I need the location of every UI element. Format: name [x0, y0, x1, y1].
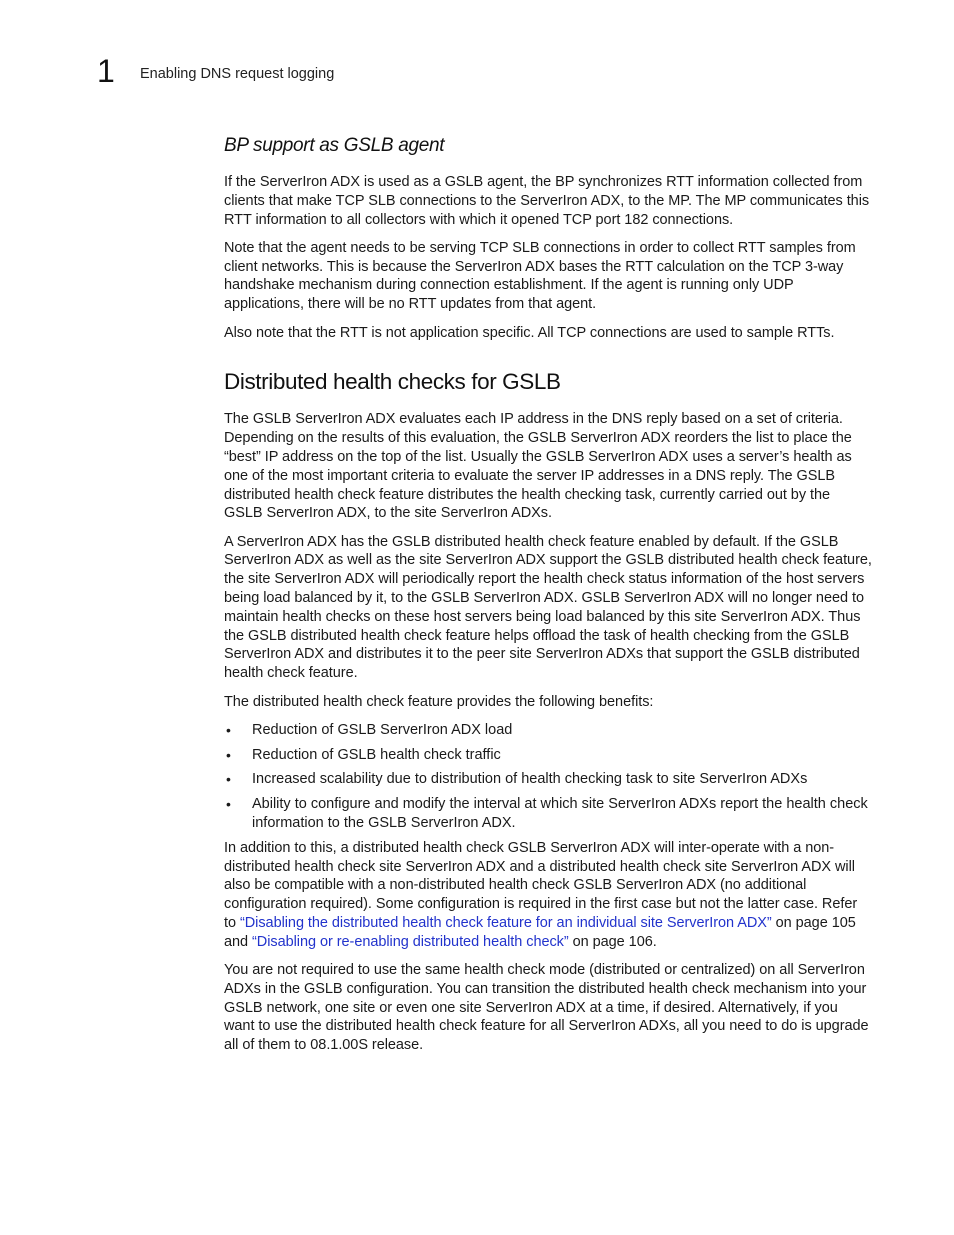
xref-link-disable-site-health-check[interactable]: “Disabling the distributed health check feature for an individual site ServerIron ADX” [239, 915, 772, 931]
list-item-text: Reduction of GSLB health check traffic [252, 746, 501, 763]
bullet-icon: • [226, 796, 231, 813]
interop-text-middle: on page 105 and [224, 915, 856, 950]
bp-paragraph-3: Also note that the RTT is not application specific. All TCP connections are used to sample RTTs. [224, 324, 835, 341]
list-item-text: Ability to configure and modify the interval at which site ServerIron ADXs report the health check information to the GSLB ServerIron ADX. [252, 796, 868, 832]
list-item [224, 795, 872, 833]
interop-text-after: on page 106. [568, 933, 657, 950]
bp-paragraph-1: If the ServerIron ADX is used as a GSLB agent, the BP synchronizes RTT information collected from clients that make TCP SLB connections to the ServerIron ADX, to the MP. The MP communicates this RTT information to all collectors with which it opened TCP port 182 connections. [224, 174, 870, 228]
dhc-paragraph-3: The distributed health check feature provides the following benefits: [224, 693, 654, 710]
chapter-number: 1 [97, 53, 115, 89]
bullet-icon: • [226, 746, 231, 763]
bullet-icon: • [226, 771, 231, 788]
interop-text-before: In addition to this, a distributed health check GSLB ServerIron ADX will inter-operate with a non-distributed health check site ServerIron ADX and a distributed health check site ServerIron ADX will also be compatible with a non-distributed health check GSLB ServerIron ADX (no additional configuration required). Some configuration is required in the first case but not the latter case. Refer to [224, 839, 858, 931]
list-item [224, 746, 872, 765]
page-body [224, 133, 872, 1065]
distributed-health-checks-heading: Distributed health checks for GSLB [224, 369, 561, 395]
final-paragraph: You are not required to use the same health check mode (distributed or centralized) on all ServerIron ADXs in the GSLB configuration. You can transition the distributed health check mechanism into your GSLB network, one site or even one site ServerIron ADX at a time, if desired. Alternatively, if you want to use the distributed health check feature for all ServerIron ADXs, all you need to do is upgrade all of them to 08.1.00S release. [224, 962, 869, 1054]
running-header-title: Enabling DNS request logging [140, 66, 335, 82]
interop-paragraph [224, 839, 872, 952]
bp-paragraph-2: Note that the agent needs to be serving TCP SLB connections in order to collect RTT samples from client networks. This is because the ServerIron ADX bases the RTT calculation on the TCP 3-way handshake mechanism during connection establishment. If the agent is running only UDP applications, there will be no RTT updates from that agent. [224, 239, 856, 313]
dhc-paragraph-1: The GSLB ServerIron ADX evaluates each IP address in the DNS reply based on a set of criteria. Depending on the results of this evaluation, the GSLB ServerIron ADX reorders the list to place the “best” IP address on the top of the list. Usually the GSLB ServerIron ADX uses a server’s health as one of the most important criteria to evaluate the server IP addresses in a DNS reply. The GSLB distributed health check feature distributes the health checking task, currently carried out by the GSLB ServerIron ADX, to the site ServerIron ADXs. [224, 411, 852, 522]
benefits-list [224, 721, 872, 833]
dhc-paragraph-2: A ServerIron ADX has the GSLB distributed health check feature enabled by default. If the GSLB ServerIron ADX as well as the site ServerIron ADX support the GSLB distributed health check feature, the site ServerIron ADX will periodically report the health check status information of the host servers being load balanced by it, to the GSLB ServerIron ADX. GSLB ServerIron ADX will no longer need to maintain health checks on these host servers being load balanced by this site ServerIron ADX. Thus the GSLB distributed health check feature helps offload the task of health checking from the GSLB ServerIron ADX and distributes it to the peer site ServerIron ADXs that support the GSLB distributed health check feature. [224, 533, 872, 682]
bp-agent-heading: BP support as GSLB agent [224, 135, 445, 156]
bullet-icon: • [226, 721, 231, 738]
list-item [224, 770, 872, 789]
list-item-text: Reduction of GSLB ServerIron ADX load [252, 721, 513, 738]
list-item [224, 721, 872, 740]
xref-link-disable-reenable-health-check[interactable]: “Disabling or re-enabling distributed health check” [252, 933, 569, 950]
list-item-text: Increased scalability due to distribution of health checking task to site ServerIron ADXs [252, 771, 808, 788]
